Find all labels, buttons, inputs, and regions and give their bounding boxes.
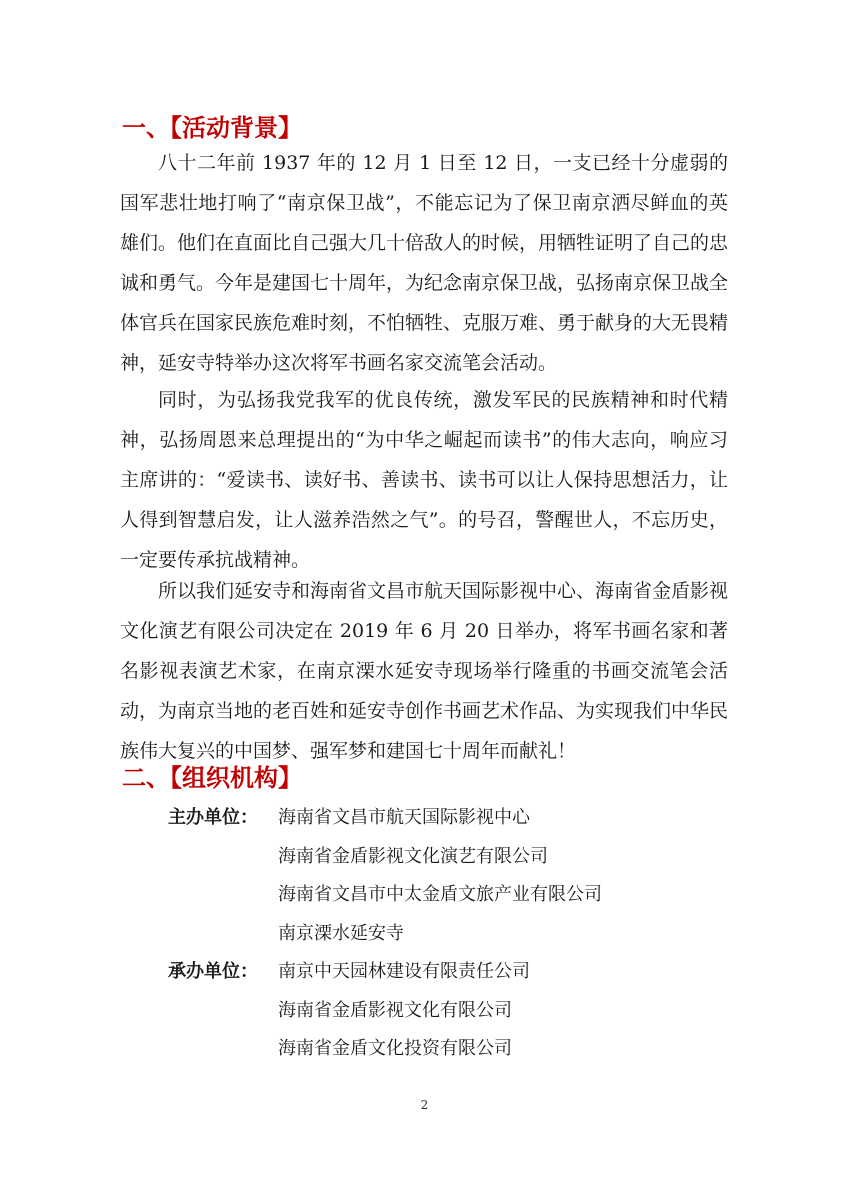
host-units-list	[278, 799, 602, 953]
section-heading-organization: 二、【组织机构】	[122, 764, 302, 792]
organizer-units-group	[168, 953, 530, 1069]
section-heading-background: 一、【活动背景】	[122, 114, 302, 142]
organizer-unit-item: 海南省金盾文化投资有限公司	[278, 1038, 512, 1059]
host-unit-item: 南京溧水延安寺	[278, 922, 404, 944]
organizer-units-label: 承办单位：	[168, 961, 258, 982]
host-unit-item: 海南省文昌市航天国际影视中心	[278, 807, 530, 828]
background-paragraph-1: 八十二年前 1937 年的 12 月 1 日至 12 日，一支已经十分虚弱的国军悲壮地打响了“南京保卫战”，不能忘记为了保卫南京洒尽鲜血的英雄们。他们在直面比自己强大几十倍敌人的时候，用牺牲证明了自己的忠诚和勇气。今年是建国七十周年，为纪念南京保卫战，弘扬南京保卫战全体官兵在国家民族危难时刻，不怕牺牲、克服万难、勇于献身的大无畏精神，延安寺特举办这次将军书画名家交流笔会活动。	[120, 152, 729, 374]
host-units-label: 主办单位：	[168, 807, 258, 828]
organizer-unit-item: 南京中天园林建设有限责任公司	[278, 961, 530, 982]
host-units-group	[168, 799, 602, 953]
background-paragraph-3: 所以我们延安寺和海南省文昌市航天国际影视中心、海南省金盾影视文化演艺有限公司决定在 2019 年 6 月 20 日举办，将军书画名家和著名影视表演艺术家，在南京溧水延安寺现场举行隆重的书画交流笔会活动，为南京当地的老百姓和延安寺创作书画艺术作品、为实现我们中华民族伟大复兴的中国梦、强军梦和建国七十周年而献礼！	[120, 580, 729, 762]
organizer-units-list	[278, 953, 530, 1069]
organizer-unit-item: 海南省金盾影视文化有限公司	[278, 999, 512, 1021]
background-paragraph-2: 同时，为弘扬我党我军的优良传统，激发军民的民族精神和时代精神，弘扬周恩来总理提出的“为中华之崛起而读书”的伟大志向，响应习主席讲的：“爱读书、读好书、善读书、读书可以让人保持思想活力，让人得到智慧启发，让人滋养浩然之气”。的号召，警醒世人，不忘历史，一定要传承抗战精神。	[120, 389, 728, 571]
host-unit-item: 海南省金盾影视文化演艺有限公司	[278, 845, 548, 867]
host-unit-item: 海南省文昌市中太金盾文旅产业有限公司	[278, 884, 602, 905]
page-number: 2	[420, 1098, 429, 1112]
